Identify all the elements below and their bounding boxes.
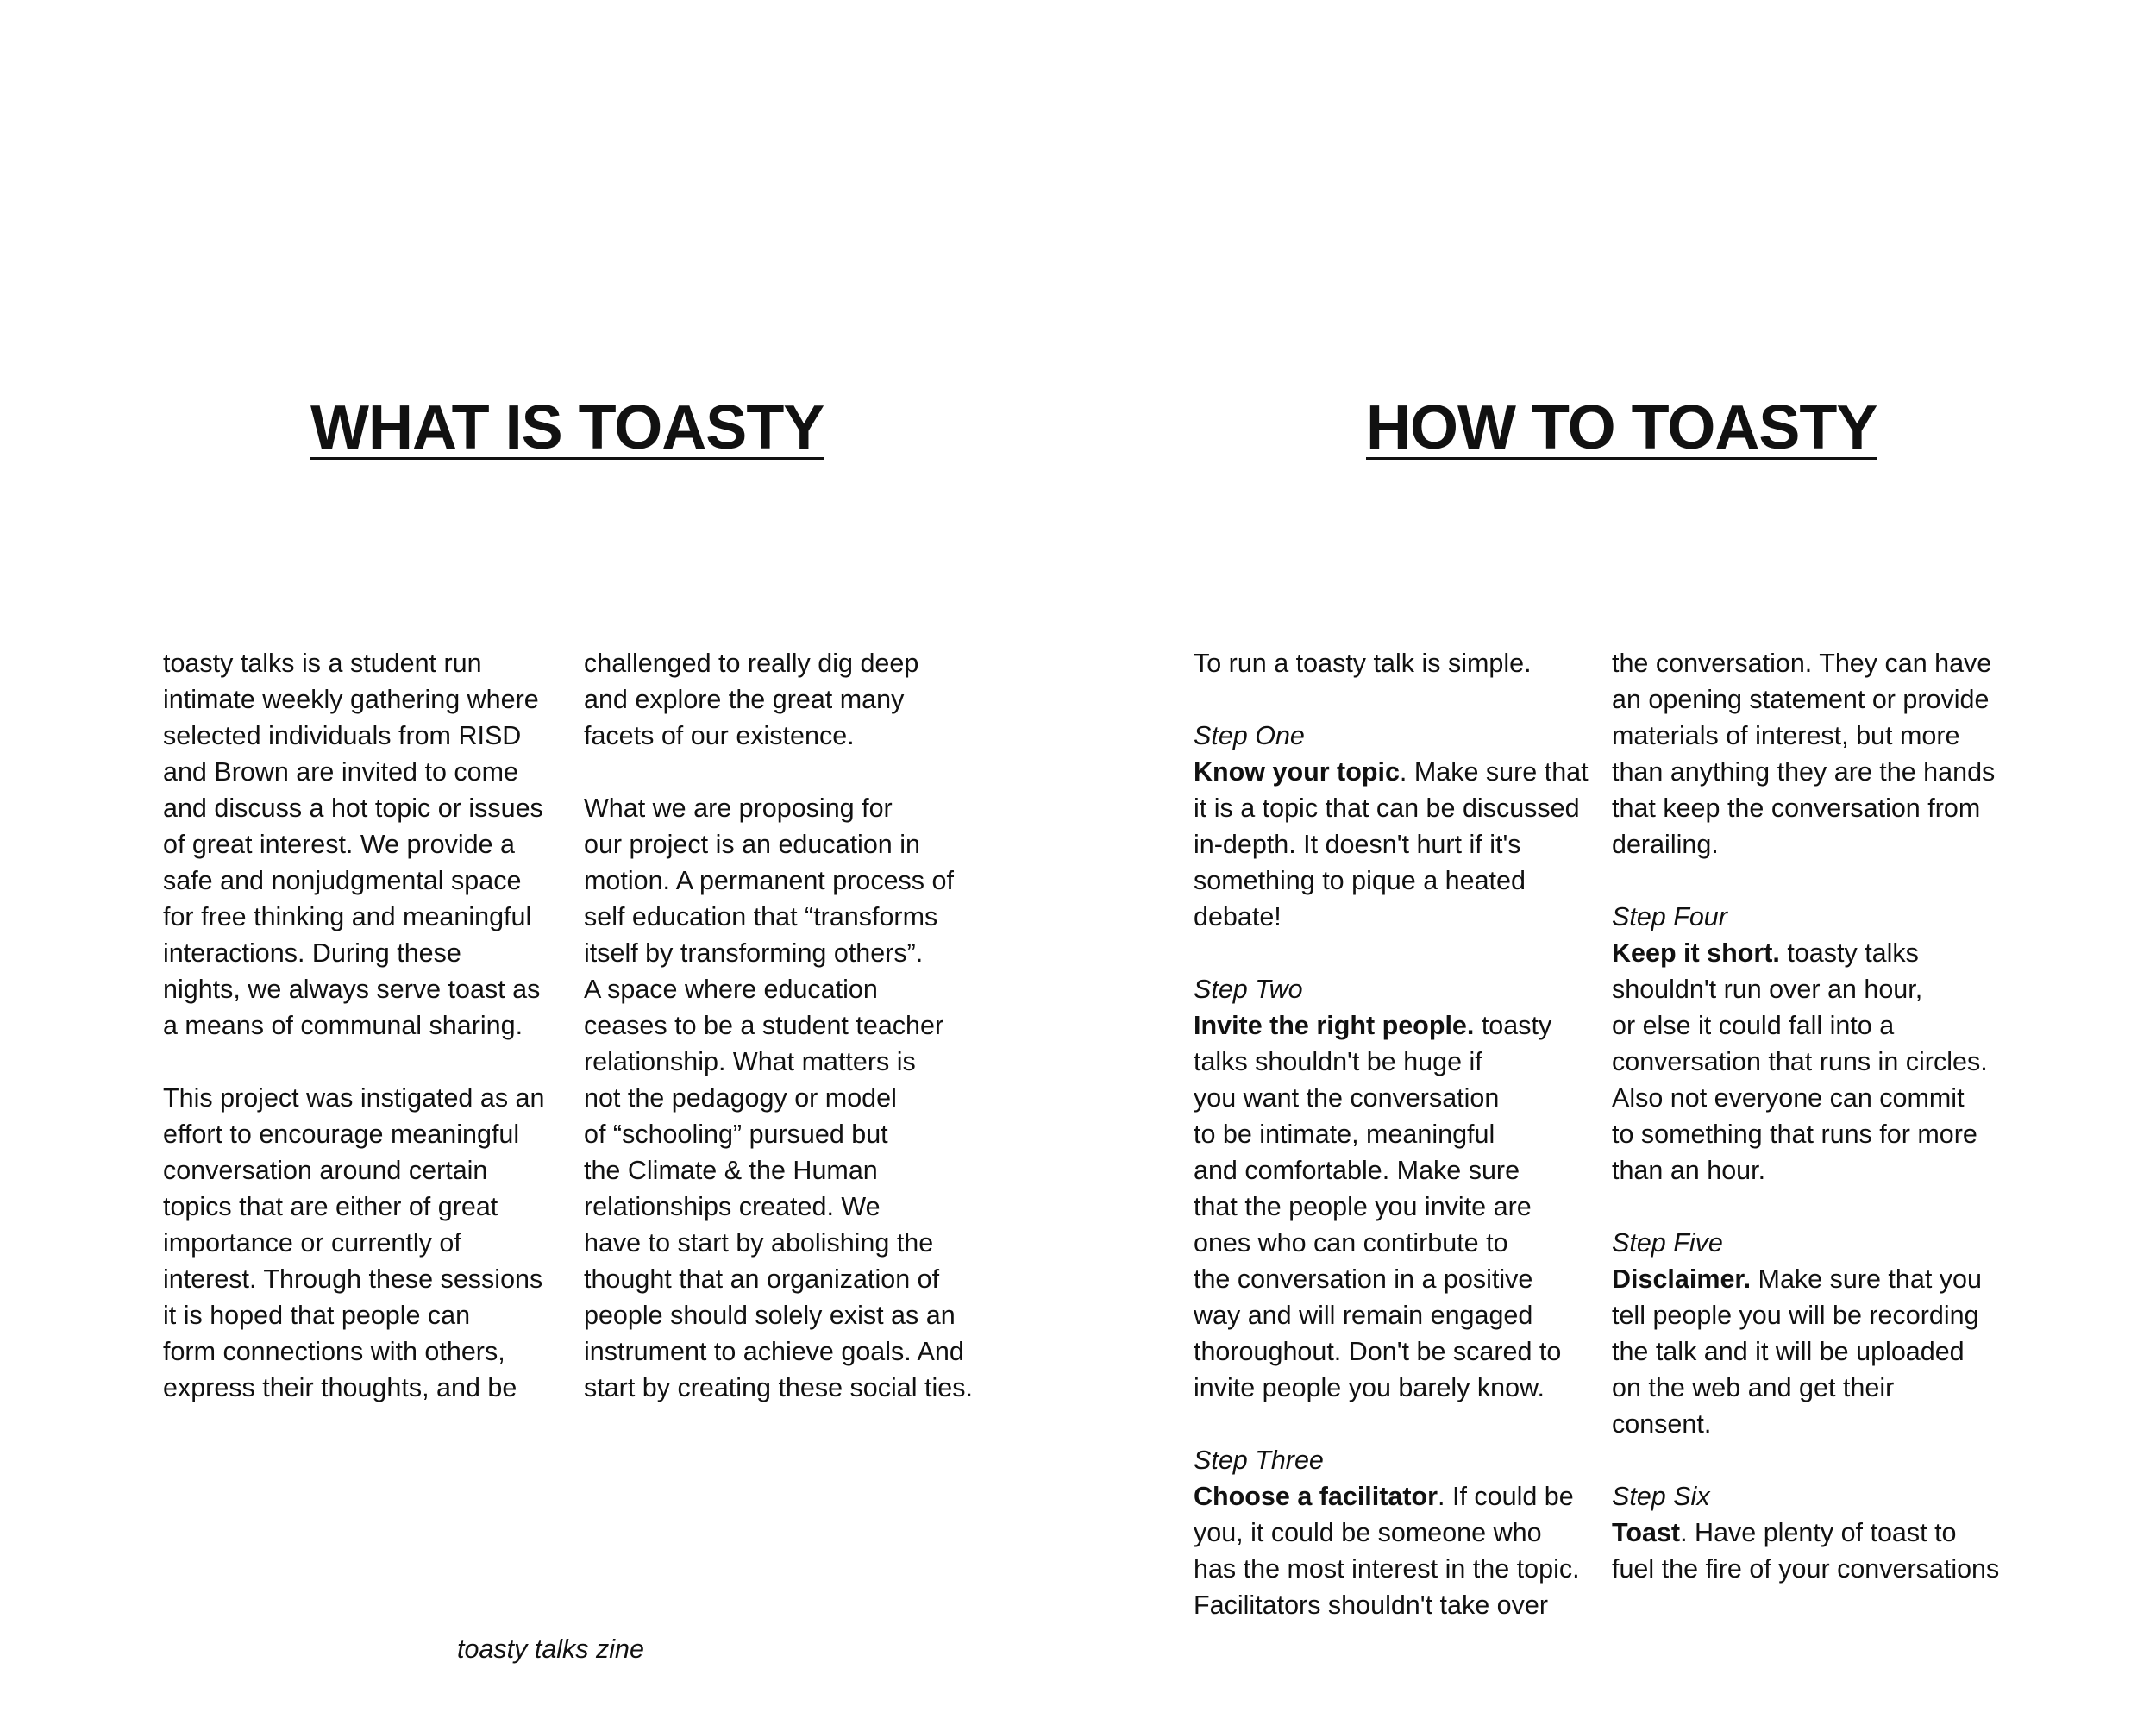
- text-line: the conversation. They can have: [1612, 649, 1992, 678]
- text-line: in-depth. It doesn't hurt if it's: [1194, 830, 1521, 859]
- text-line: invite people you barely know.: [1194, 1373, 1545, 1402]
- text-line: conversation that runs in circles.: [1612, 1047, 1988, 1076]
- text-line: for free thinking and meaningful: [163, 902, 532, 932]
- text-line: it is a topic that can be discussed: [1194, 794, 1580, 823]
- text-line: thoroughout. Don't be scared to: [1194, 1337, 1562, 1366]
- text-line: interactions. During these: [163, 938, 461, 968]
- text-line: fuel the fire of your conversations: [1612, 1554, 2000, 1584]
- step-six: [1612, 1478, 1999, 1587]
- text-line: consent.: [1612, 1409, 1712, 1439]
- step-body: [1612, 971, 1999, 1189]
- text-line: derailing.: [1612, 830, 1719, 859]
- step-heading: Disclaimer.: [1612, 1264, 1752, 1294]
- step-body: [1612, 1297, 1999, 1442]
- text-line: of great interest. We provide a: [163, 830, 516, 859]
- text-line: importance or currently of: [163, 1228, 461, 1258]
- text-line: and discuss a hot topic or issues: [163, 794, 543, 823]
- text-line: challenged to really dig deep: [584, 649, 919, 678]
- text-line: and explore the great many: [584, 685, 905, 714]
- text-line: motion. A permanent process of: [584, 866, 954, 895]
- step-label: Step Six: [1612, 1482, 1710, 1511]
- paragraph-break: [584, 754, 973, 790]
- step-body: [1194, 790, 1589, 935]
- paragraph-break: [163, 1044, 544, 1080]
- text-line: effort to encourage meaningful: [163, 1120, 520, 1149]
- text-line: form connections with others,: [163, 1337, 505, 1366]
- text-line: start by creating these social ties.: [584, 1373, 973, 1402]
- step-first-line: Toast. Have plenty of toast to: [1612, 1518, 1957, 1547]
- step-heading: Choose a facilitator: [1194, 1482, 1438, 1511]
- text-line: than an hour.: [1612, 1156, 1766, 1185]
- text-line: a means of communal sharing.: [163, 1011, 523, 1040]
- text-line: way and will remain engaged: [1194, 1301, 1533, 1330]
- text-line: the Climate & the Human: [584, 1156, 878, 1185]
- text-line: it is hoped that people can: [163, 1301, 471, 1330]
- text-line: ceases to be a student teacher: [584, 1011, 944, 1040]
- text-line: conversation around certain: [163, 1156, 488, 1185]
- text-line: to be intimate, meaningful: [1194, 1120, 1495, 1149]
- text-line: facets of our existence.: [584, 721, 855, 750]
- text-line: Facilitators shouldn't take over: [1194, 1590, 1548, 1620]
- text-line: debate!: [1194, 902, 1282, 932]
- page-title-how-to-toasty: HOW TO TOASTY: [1366, 393, 1877, 462]
- text-line: safe and nonjudgmental space: [163, 866, 522, 895]
- text-line: interest. Through these sessions: [163, 1264, 543, 1294]
- step-first-line: Disclaimer. Make sure that you: [1612, 1264, 1982, 1294]
- step-heading: Invite the right people.: [1194, 1011, 1475, 1040]
- step-heading: Keep it short.: [1612, 938, 1780, 968]
- text-line: you, it could be someone who: [1194, 1518, 1542, 1547]
- text-line: people should solely exist as an: [584, 1301, 956, 1330]
- text-line: ones who can contirbute to: [1194, 1228, 1508, 1258]
- text-line: something to pique a heated: [1194, 866, 1526, 895]
- step-four: [1612, 899, 1999, 1189]
- text-line: shouldn't run over an hour,: [1612, 975, 1923, 1004]
- text-line: intimate weekly gathering where: [163, 685, 539, 714]
- step-label: Step Two: [1194, 975, 1303, 1004]
- step-body: [1612, 1551, 1999, 1587]
- right-page-column-2: [1612, 645, 1999, 1587]
- step-label: Step Three: [1194, 1446, 1324, 1475]
- text-line: an opening statement or provide: [1612, 685, 1990, 714]
- step-label: Step Four: [1612, 902, 1727, 932]
- text-line: than anything they are the hands: [1612, 757, 1996, 787]
- text-line: This project was instigated as an: [163, 1083, 545, 1113]
- step-label: Step Five: [1612, 1228, 1723, 1258]
- text-line: Also not everyone can commit: [1612, 1083, 1965, 1113]
- left-page-column-2: [584, 645, 973, 1406]
- text-line: materials of interest, but more: [1612, 721, 1960, 750]
- text-line: toasty talks is a student run: [163, 649, 482, 678]
- left-page-column-1: [163, 645, 544, 1406]
- text-line: self education that “transforms: [584, 902, 938, 932]
- right-page-column-1: [1194, 645, 1589, 1623]
- text-line: or else it could fall into a: [1612, 1011, 1895, 1040]
- step-body: [1194, 1044, 1589, 1406]
- text-line: our project is an education in: [584, 830, 920, 859]
- step-three-continued: [1612, 645, 1999, 862]
- footer-zine-title: toasty talks zine: [457, 1634, 644, 1664]
- step-three: [1194, 1442, 1589, 1623]
- text-line: not the pedagogy or model: [584, 1083, 897, 1113]
- step-first-line: Choose a facilitator. If could be: [1194, 1482, 1574, 1511]
- step-first-line: Know your topic. Make sure that: [1194, 757, 1589, 787]
- text-line: thought that an organization of: [584, 1264, 940, 1294]
- text-line: that the people you invite are: [1194, 1192, 1532, 1221]
- step-one: [1194, 718, 1589, 935]
- step-two: [1194, 971, 1589, 1406]
- text-line: the conversation in a positive: [1194, 1264, 1533, 1294]
- text-line: topics that are either of great: [163, 1192, 498, 1221]
- text-line: express their thoughts, and be: [163, 1373, 517, 1402]
- text-line: have to start by abolishing the: [584, 1228, 934, 1258]
- step-five: [1612, 1225, 1999, 1442]
- step-first-line: Invite the right people. toasty: [1194, 1011, 1552, 1040]
- text-line: nights, we always serve toast as: [163, 975, 541, 1004]
- step-first-line: Keep it short. toasty talks: [1612, 938, 1919, 968]
- step-heading: Toast: [1612, 1518, 1681, 1547]
- text-line: of “schooling” pursued but: [584, 1120, 888, 1149]
- text-line: and Brown are invited to come: [163, 757, 518, 787]
- text-line: tell people you will be recording: [1612, 1301, 1979, 1330]
- text-line: What we are proposing for: [584, 794, 893, 823]
- text-line: selected individuals from RISD: [163, 721, 522, 750]
- step-label: Step One: [1194, 721, 1305, 750]
- step-body: [1194, 1515, 1589, 1623]
- page-title-what-is-toasty: WHAT IS TOASTY: [310, 393, 824, 462]
- text-line: has the most interest in the topic.: [1194, 1554, 1580, 1584]
- text-line: you want the conversation: [1194, 1083, 1500, 1113]
- text-line: on the web and get their: [1612, 1373, 1895, 1402]
- text-line: the talk and it will be uploaded: [1612, 1337, 1965, 1366]
- text-line: relationship. What matters is: [584, 1047, 916, 1076]
- text-line: and comfortable. Make sure: [1194, 1156, 1520, 1185]
- step-heading: Know your topic: [1194, 757, 1400, 787]
- text-line: talks shouldn't be huge if: [1194, 1047, 1482, 1076]
- text-line: A space where education: [584, 975, 878, 1004]
- text-line: instrument to achieve goals. And: [584, 1337, 964, 1366]
- intro-text: To run a toasty talk is simple.: [1194, 649, 1532, 678]
- text-line: relationships created. We: [584, 1192, 881, 1221]
- text-line: itself by transforming others”.: [584, 938, 924, 968]
- text-line: that keep the conversation from: [1612, 794, 1981, 823]
- text-line: to something that runs for more: [1612, 1120, 1977, 1149]
